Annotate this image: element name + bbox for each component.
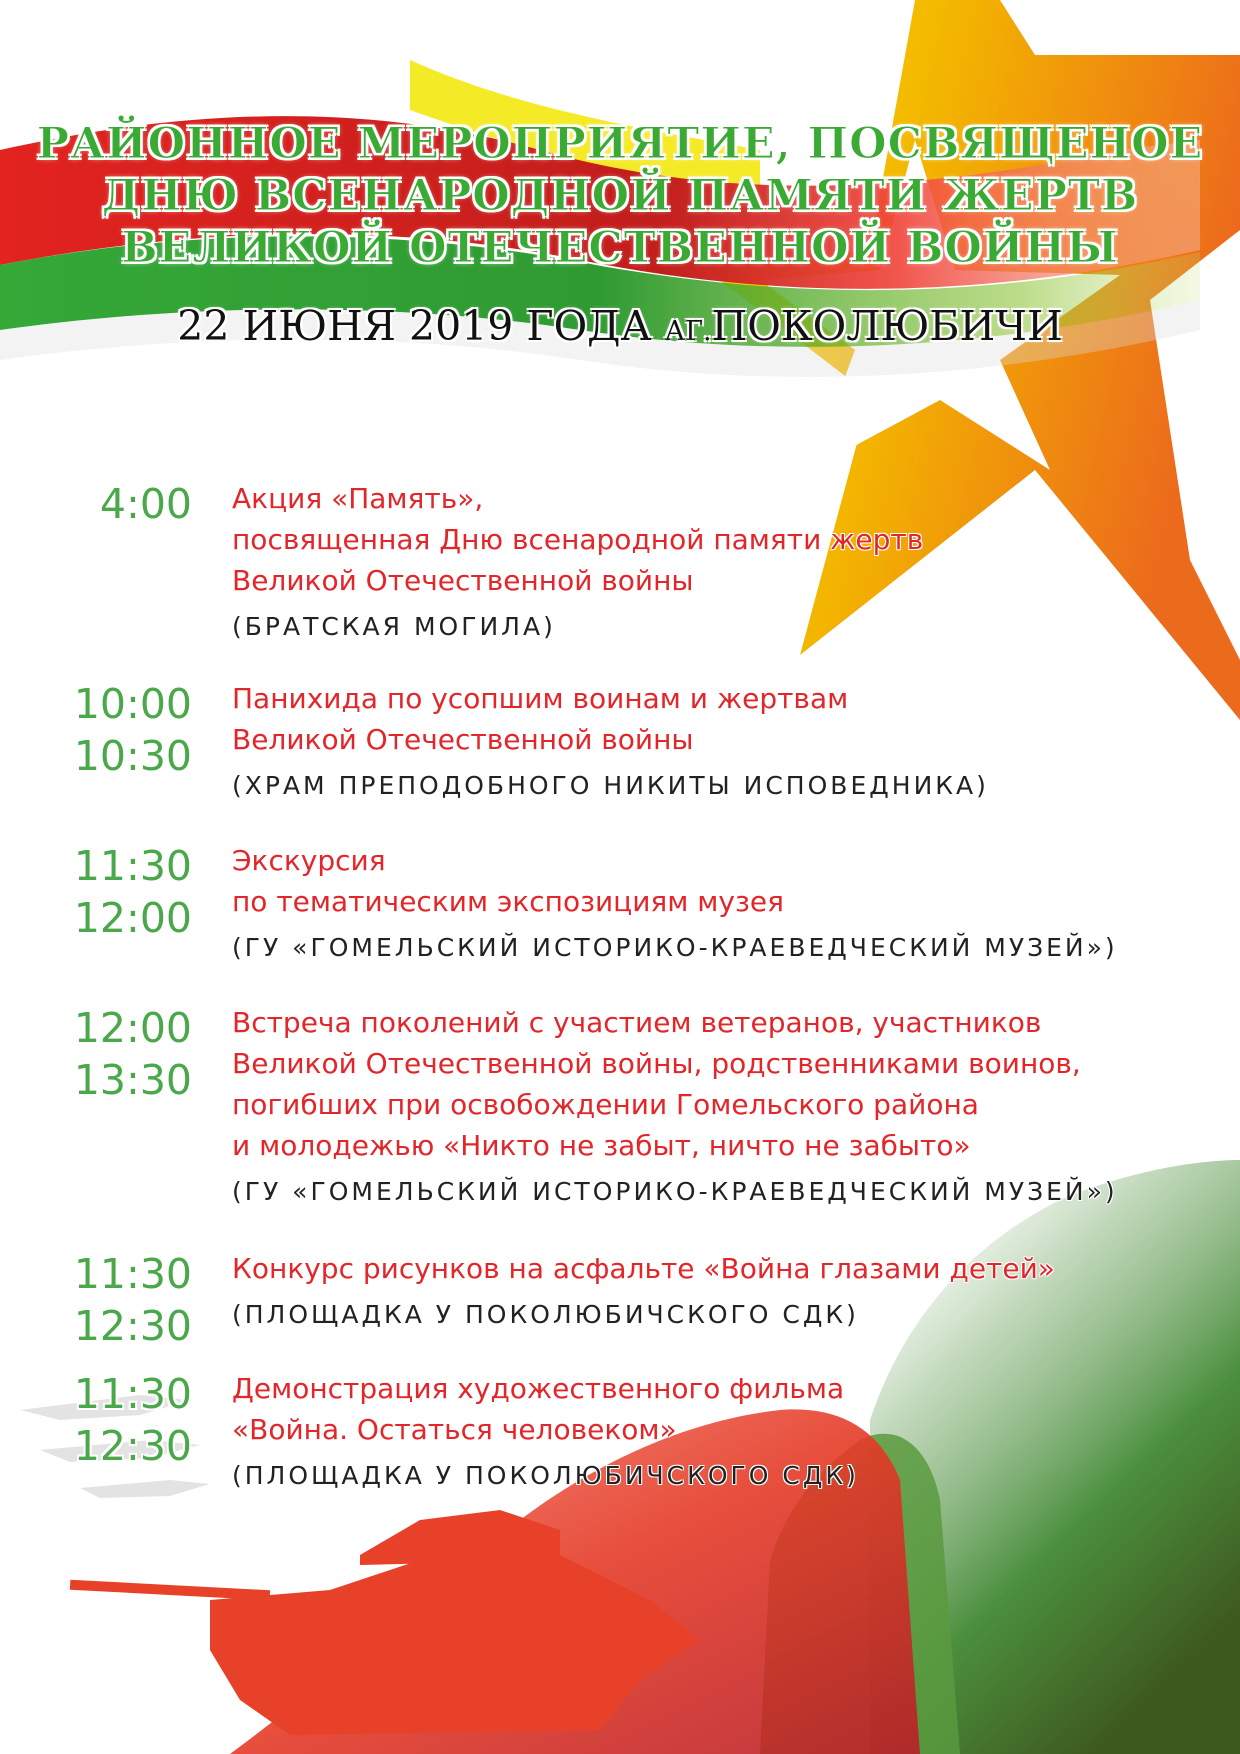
program-details [232,1368,1222,1494]
title-line-1: РАЙОННОЕ МЕРОПРИЯТИЕ, ПОСВЯЩЕНОЕ [36,119,1204,169]
description-line: Конкурс рисунков на асфальте «Война глазами детей» [232,1252,1055,1285]
program-details [232,1002,1222,1210]
venue: (ПЛОЩАДКА У ПОКОЛЮБИЧСКОГО СДК) [232,1300,859,1329]
program-times [0,678,192,782]
start-time: 12:00 [73,1004,192,1052]
venue: (ХРАМ ПРЕПОДОБНОГО НИКИТЫ ИСПОВЕДНИКА) [232,771,989,800]
end-time: 13:30 [73,1056,192,1104]
start-time: 11:30 [73,842,192,890]
program-times [0,1248,192,1352]
start-time: 10:00 [73,680,192,728]
description-line: Панихида по усопшим воинам и жертвам [232,682,849,715]
start-time: 11:30 [73,1250,192,1298]
description-line: посвященная Дню всенародной памяти жертв [232,523,924,556]
title-line-3: ВЕЛИКОЙ ОТЕЧЕСТВЕННОЙ ВОЙНЫ [121,223,1119,273]
program-details [232,678,1222,804]
program-details [232,1248,1222,1333]
end-time: 12:30 [73,1422,192,1470]
program-details [232,478,1222,645]
title-line-2: ДНЮ ВСЕНАРОДНОЙ ПАМЯТИ ЖЕРТВ [101,171,1139,221]
place-prefix: АГ. [664,316,712,347]
description-line: Демонстрация художественного фильма [232,1372,845,1405]
description-line: и молодежью «Никто не забыт, ничто не забыто» [232,1129,971,1162]
description-line: Великой Отечественной войны, родственниками воинов, [232,1047,1081,1080]
venue: (ПЛОЩАДКА У ПОКОЛЮБИЧСКОГО СДК) [232,1461,859,1490]
venue: (БРАТСКАЯ МОГИЛА) [232,612,556,641]
description-line: погибших при освобождении Гомельского района [232,1088,979,1121]
program-times [0,1368,192,1472]
description-line: «Война. Остаться человеком» [232,1413,677,1446]
venue: (ГУ «ГОМЕЛЬСКИЙ ИСТОРИКО-КРАЕВЕДЧЕСКИЙ МУЗЕЙ») [232,933,1118,962]
description-line: Экскурсия [232,844,386,877]
venue: (ГУ «ГОМЕЛЬСКИЙ ИСТОРИКО-КРАЕВЕДЧЕСКИЙ МУЗЕЙ») [232,1177,1118,1206]
program-times [0,1002,192,1106]
event-village: ПОКОЛЮБИЧИ [711,302,1063,350]
description-line: по тематическим экспозициям музея [232,885,784,918]
description-line: Акция «Память», [232,482,484,515]
program-times [0,840,192,944]
program-details [232,840,1222,966]
date-place-line [0,302,1240,350]
description-line: Великой Отечественной войны [232,723,694,756]
end-time: 10:30 [73,732,192,780]
poster-header [0,118,1240,350]
program-times [0,478,192,530]
event-date: 22 ИЮНЯ 2019 ГОДА [177,302,652,350]
end-time: 12:00 [73,894,192,942]
end-time: 12:30 [73,1302,192,1350]
start-time: 4:00 [99,480,192,528]
start-time: 11:30 [73,1370,192,1418]
description-line: Встреча поколений с участием ветеранов, участников [232,1006,1042,1039]
description-line: Великой Отечественной войны [232,564,694,597]
